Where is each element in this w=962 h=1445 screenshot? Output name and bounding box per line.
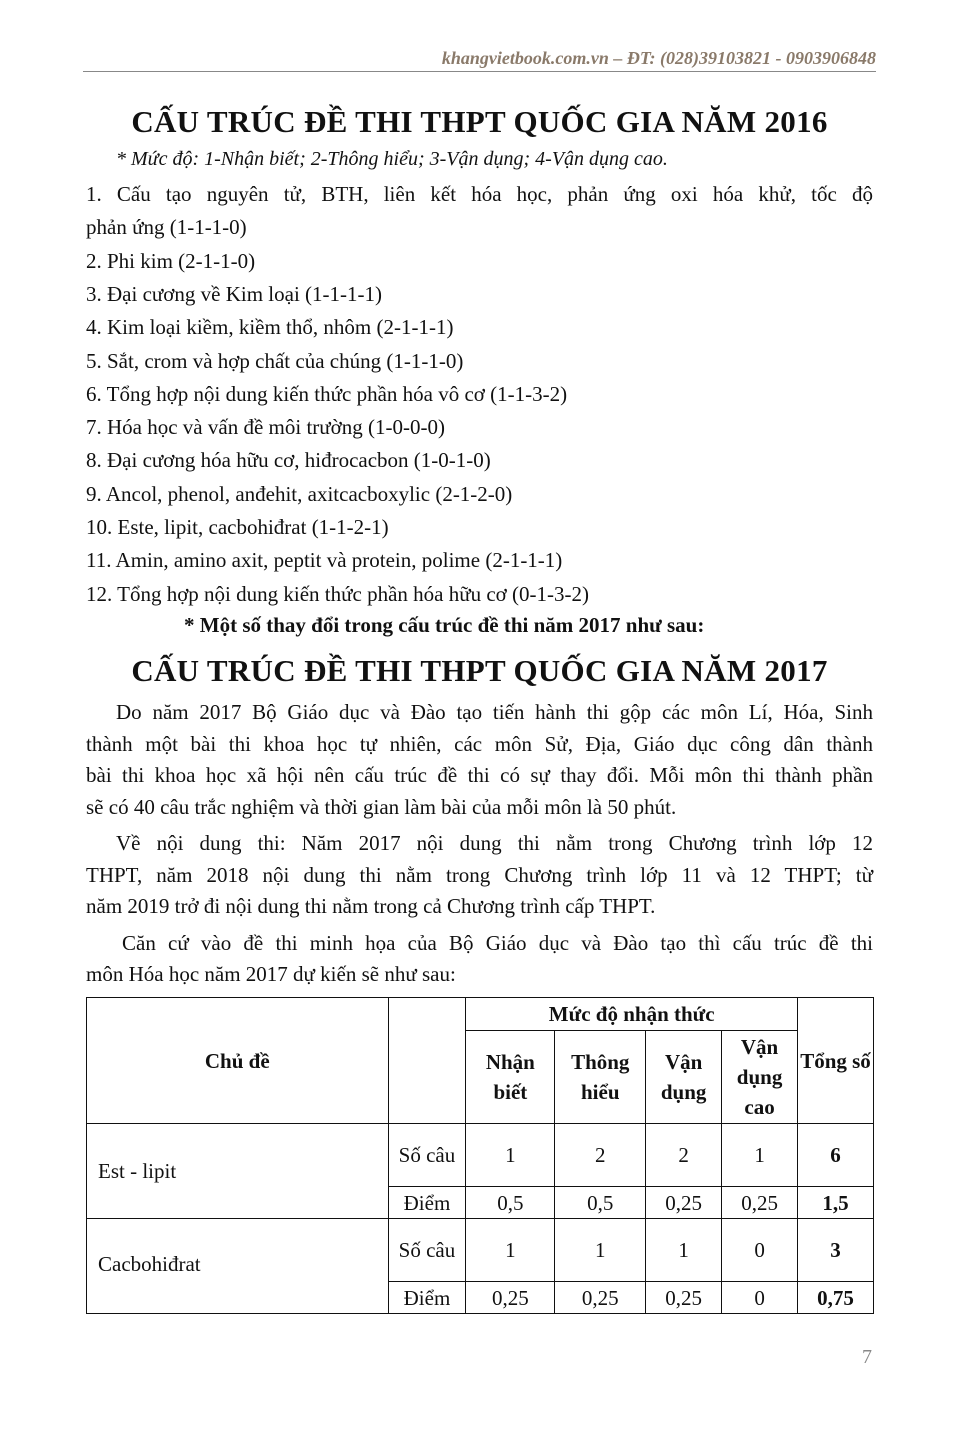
topic-item: 12. Tổng hợp nội dung kiến thức phần hóa hữu cơ (0-1-3-2) — [86, 581, 589, 606]
topic-item: 11. Amin, amino axit, peptit và protein, polime (2-1-1-1) — [86, 548, 563, 573]
topic-item: 5. Sắt, crom và hợp chất của chúng (1-1-1-0) — [86, 348, 464, 373]
topic-item: 4. Kim loại kiềm, kiềm thổ, nhôm (2-1-1-1) — [86, 315, 454, 340]
count-cell: 1 — [646, 1219, 722, 1282]
count-cell: 1 — [722, 1124, 798, 1187]
table-row — [87, 1124, 874, 1187]
topic-cell: Cacbohiđrat — [87, 1219, 389, 1314]
count-cell: 1 — [466, 1219, 555, 1282]
count-cell: 2 — [555, 1124, 646, 1187]
page-number: 7 — [862, 1346, 872, 1368]
topic-item: 9. Ancol, phenol, anđehit, axitcacboxylic (2-1-2-0) — [86, 481, 513, 506]
total-header: Tổng số — [798, 998, 874, 1124]
topic-cell: Est - lipit — [87, 1124, 389, 1219]
count-label: Số câu — [388, 1124, 466, 1187]
count-cell: 0 — [722, 1219, 798, 1282]
paragraph-line: thành một bài thi khoa học tự nhiên, các môn Sử, Địa, Giáo dục công dân thành — [86, 731, 873, 756]
count-label: Số câu — [388, 1219, 466, 1282]
level-header: Mức độ nhận thức — [466, 998, 798, 1031]
score-cell: 0,5 — [555, 1187, 646, 1219]
paragraph-line: Về nội dung thi: Năm 2017 nội dung thi nằm trong Chương trình lớp 12 — [116, 831, 873, 855]
score-label: Điểm — [388, 1187, 466, 1219]
table-row — [87, 1219, 874, 1282]
level-1: Nhận biết — [466, 1031, 555, 1124]
empty-header — [388, 998, 466, 1124]
score-cell: 0,25 — [466, 1282, 555, 1314]
count-cell: 1 — [466, 1124, 555, 1187]
topic-item: 8. Đại cương hóa hữu cơ, hiđrocacbon (1-0-1-0) — [86, 448, 491, 473]
topic-item: 1. Cấu tạo nguyên tử, BTH, liên kết hóa học, phản ứng oxi hóa khử, tốc độ — [86, 182, 873, 206]
score-cell: 0,25 — [646, 1187, 722, 1219]
topic-item: phản ứng (1-1-1-0) — [86, 215, 247, 240]
topic-item: 3. Đại cương về Kim loại (1-1-1-1) — [86, 281, 382, 306]
paragraph-line: THPT, năm 2018 nội dung thi nằm trong Chương trình lớp 11 và 12 THPT; từ — [86, 862, 873, 887]
topic-item: 10. Este, lipit, cacbohiđrat (1-1-2-1) — [86, 515, 389, 539]
changes-note: * Một số thay đổi trong cấu trúc đề thi năm 2017 như sau: — [184, 613, 705, 637]
count-cell: 3 — [798, 1219, 874, 1282]
levels-note: * Mức độ: 1-Nhận biết; 2-Thông hiểu; 3-Vận dụng; 4-Vận dụng cao. — [116, 148, 668, 170]
score-cell: 1,5 — [798, 1187, 874, 1219]
score-cell: 0,75 — [798, 1282, 874, 1314]
paragraph-line: môn Hóa học năm 2017 dự kiến sẽ như sau: — [86, 962, 456, 986]
paragraph-line: bài thi khoa học xã hội nên cấu trúc đề thi có sự thay đổi. Mỗi môn thi thành phần — [86, 763, 873, 787]
level-4: Vận dụng cao — [722, 1031, 798, 1124]
count-cell: 6 — [798, 1124, 874, 1187]
running-header: khangvietbook.com.vn – ĐT: (028)39103821 - 0903906848 — [83, 48, 876, 72]
title-2017: CẤU TRÚC ĐỀ THI THPT QUỐC GIA NĂM 2017 — [131, 653, 828, 688]
score-cell: 0,5 — [466, 1187, 555, 1219]
title-2016: CẤU TRÚC ĐỀ THI THPT QUỐC GIA NĂM 2016 — [131, 104, 828, 139]
paragraph-line: Căn cứ vào đề thi minh họa của Bộ Giáo dục và Đào tạo thì cấu trúc đề thi — [122, 930, 873, 955]
level-3: Vận dụng — [646, 1031, 722, 1124]
topic-item: 2. Phi kim (2-1-1-0) — [86, 248, 256, 273]
score-cell: 0,25 — [555, 1282, 646, 1314]
paragraph-line: sẽ có 40 câu trắc nghiệm và thời gian làm bài của mỗi môn là 50 phút. — [86, 794, 677, 819]
topic-item: 7. Hóa học và vấn đề môi trường (1-0-0-0) — [86, 415, 445, 440]
topic-item: 6. Tổng hợp nội dung kiến thức phần hóa vô cơ (1-1-3-2) — [86, 381, 568, 406]
score-cell: 0,25 — [722, 1187, 798, 1219]
count-cell: 2 — [646, 1124, 722, 1187]
score-cell: 0 — [722, 1282, 798, 1314]
level-2: Thông hiểu — [555, 1031, 646, 1124]
paragraph-line: năm 2019 trở đi nội dung thi nằm trong cả Chương trình cấp THPT. — [86, 894, 656, 918]
count-cell: 1 — [555, 1219, 646, 1282]
topic-header: Chủ đề — [87, 998, 389, 1124]
score-label: Điểm — [388, 1282, 466, 1314]
paragraph-line: Do năm 2017 Bộ Giáo dục và Đào tạo tiến hành thi gộp các môn Lí, Hóa, Sinh — [116, 700, 873, 724]
structure-table — [86, 997, 874, 1314]
score-cell: 0,25 — [646, 1282, 722, 1314]
